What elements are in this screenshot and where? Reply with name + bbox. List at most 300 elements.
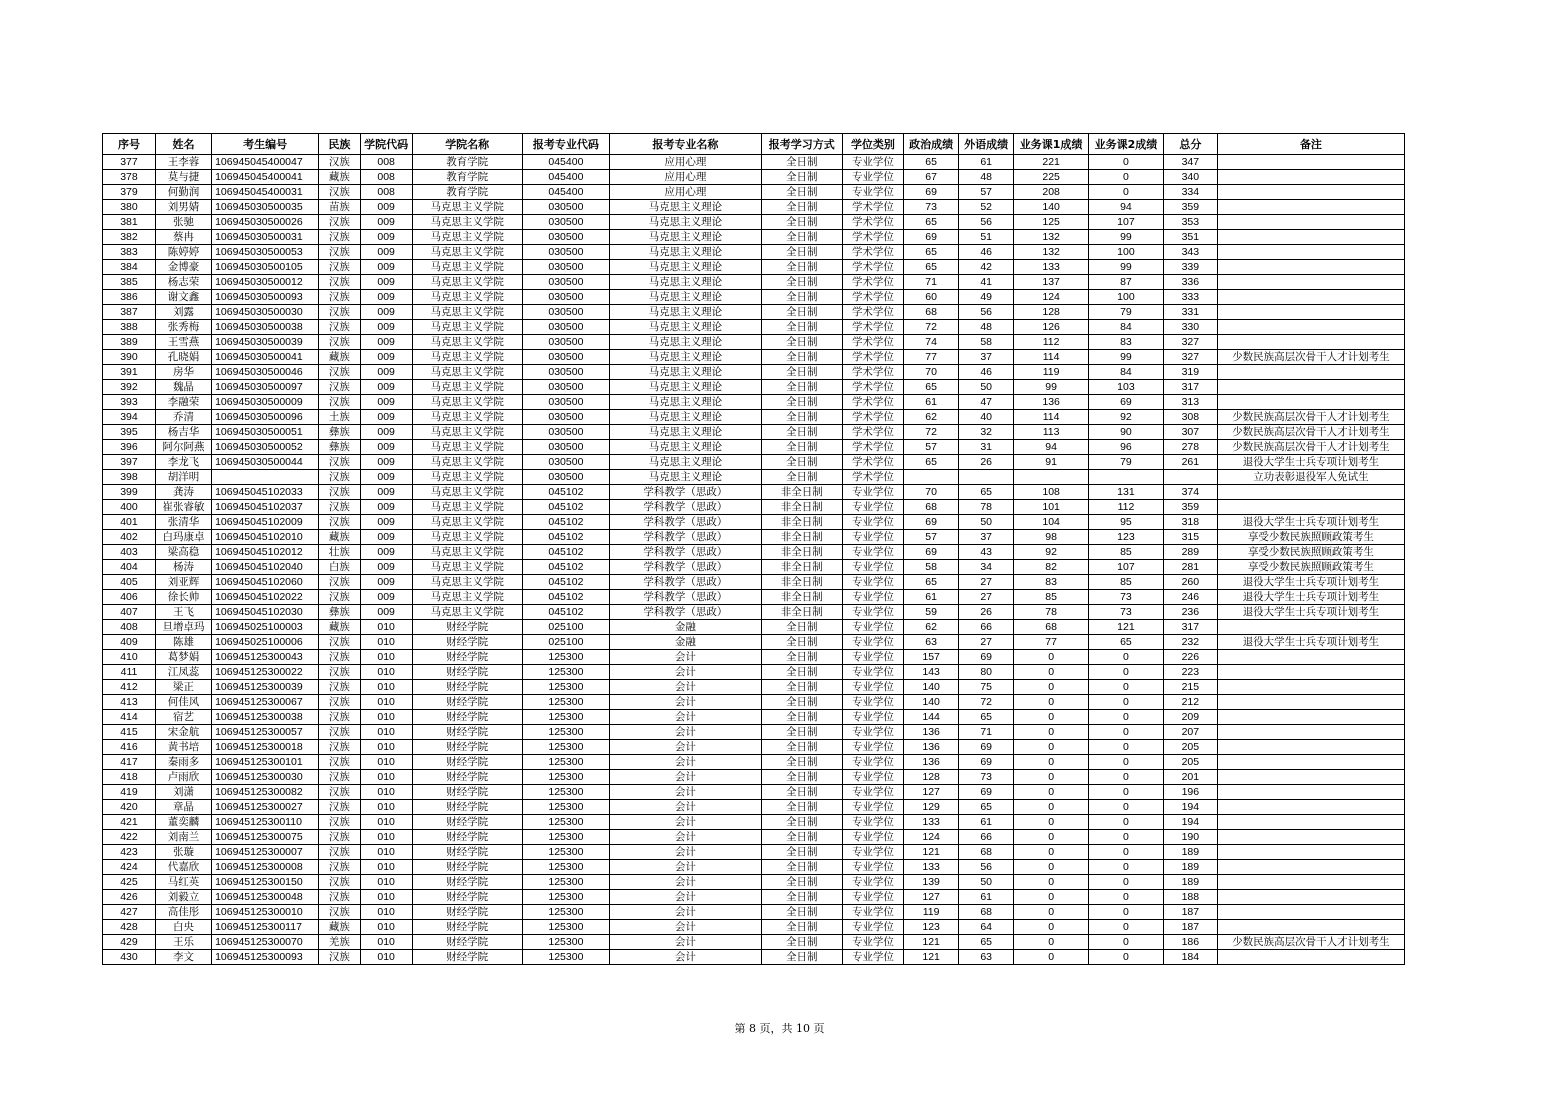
cell-total: 343 [1163, 245, 1217, 260]
cell-name: 刘亚辉 [155, 575, 211, 590]
header-col-total: 总分 [1163, 134, 1217, 155]
cell-total: 308 [1163, 410, 1217, 425]
cell-seq: 397 [103, 455, 156, 470]
cell-seq: 388 [103, 320, 156, 335]
cell-seq: 400 [103, 500, 156, 515]
cell-major-code: 125300 [522, 875, 609, 890]
cell-name: 崔张睿敏 [155, 500, 211, 515]
cell-subject2: 0 [1089, 740, 1164, 755]
cell-exam-id: 106945045102012 [212, 545, 319, 560]
cell-subject2: 131 [1089, 485, 1164, 500]
cell-study-mode: 非全日制 [761, 485, 842, 500]
cell-degree-type: 学术学位 [842, 230, 903, 245]
cell-college-code: 010 [360, 815, 412, 830]
cell-college-name: 马克思主义学院 [412, 530, 522, 545]
cell-degree-type: 专业学位 [842, 170, 903, 185]
cell-foreign-lang: 57 [959, 185, 1014, 200]
cell-remark [1217, 725, 1404, 740]
cell-ethnicity: 白族 [319, 560, 361, 575]
cell-major-code: 045102 [522, 500, 609, 515]
cell-foreign-lang: 80 [959, 665, 1014, 680]
cell-exam-id: 106945030500097 [212, 380, 319, 395]
cell-seq: 422 [103, 830, 156, 845]
cell-subject2: 0 [1089, 665, 1164, 680]
cell-foreign-lang: 49 [959, 290, 1014, 305]
cell-subject2: 0 [1089, 830, 1164, 845]
cell-politics: 65 [904, 260, 959, 275]
cell-college-code: 009 [360, 290, 412, 305]
cell-foreign-lang: 37 [959, 350, 1014, 365]
cell-name: 蔡冉 [155, 230, 211, 245]
cell-ethnicity: 汉族 [319, 155, 361, 170]
cell-major-name: 马克思主义理论 [610, 305, 762, 320]
cell-major-code: 045102 [522, 545, 609, 560]
cell-total: 351 [1163, 230, 1217, 245]
cell-degree-type: 学术学位 [842, 320, 903, 335]
cell-exam-id: 106945125300093 [212, 950, 319, 965]
header-col-remark: 备注 [1217, 134, 1404, 155]
cell-major-name: 应用心理 [610, 170, 762, 185]
cell-name: 张秀梅 [155, 320, 211, 335]
cell-exam-id: 106945125300057 [212, 725, 319, 740]
cell-college-code: 010 [360, 935, 412, 950]
table-row [103, 545, 1405, 560]
cell-foreign-lang: 75 [959, 680, 1014, 695]
cell-subject2: 123 [1089, 530, 1164, 545]
cell-remark [1217, 170, 1404, 185]
cell-foreign-lang [959, 470, 1014, 485]
header-col-exam-id: 考生编号 [212, 134, 319, 155]
cell-study-mode: 全日制 [761, 725, 842, 740]
cell-remark [1217, 260, 1404, 275]
cell-major-name: 学科教学（思政） [610, 545, 762, 560]
cell-seq: 395 [103, 425, 156, 440]
cell-major-name: 会计 [610, 830, 762, 845]
cell-politics: 119 [904, 905, 959, 920]
cell-subject1: 114 [1014, 350, 1089, 365]
cell-major-code: 030500 [522, 245, 609, 260]
cell-name: 张璇 [155, 845, 211, 860]
cell-total: 327 [1163, 350, 1217, 365]
cell-college-name: 马克思主义学院 [412, 590, 522, 605]
cell-name: 梁高稳 [155, 545, 211, 560]
cell-foreign-lang: 46 [959, 245, 1014, 260]
cell-study-mode: 全日制 [761, 650, 842, 665]
cell-study-mode: 全日制 [761, 155, 842, 170]
cell-subject1: 114 [1014, 410, 1089, 425]
cell-ethnicity: 彝族 [319, 425, 361, 440]
cell-seq: 428 [103, 920, 156, 935]
cell-major-name: 马克思主义理论 [610, 320, 762, 335]
cell-college-name: 马克思主义学院 [412, 605, 522, 620]
cell-remark: 少数民族高层次骨干人才计划考生 [1217, 440, 1404, 455]
cell-foreign-lang: 37 [959, 530, 1014, 545]
cell-exam-id: 106945030500046 [212, 365, 319, 380]
cell-subject1: 0 [1014, 830, 1089, 845]
cell-exam-id: 106945030500093 [212, 290, 319, 305]
table-row [103, 350, 1405, 365]
cell-subject1: 0 [1014, 950, 1089, 965]
cell-total: 196 [1163, 785, 1217, 800]
cell-ethnicity: 汉族 [319, 740, 361, 755]
cell-subject1: 104 [1014, 515, 1089, 530]
cell-name: 阿尔阿燕 [155, 440, 211, 455]
page-number: 第 8 页，共 10 页 [734, 1022, 825, 1035]
cell-politics: 59 [904, 605, 959, 620]
cell-subject1: 0 [1014, 800, 1089, 815]
cell-ethnicity: 汉族 [319, 785, 361, 800]
cell-subject2: 100 [1089, 290, 1164, 305]
cell-college-code: 008 [360, 170, 412, 185]
cell-subject2: 94 [1089, 200, 1164, 215]
cell-study-mode: 全日制 [761, 770, 842, 785]
cell-total: 281 [1163, 560, 1217, 575]
cell-college-code: 010 [360, 950, 412, 965]
cell-ethnicity: 汉族 [319, 500, 361, 515]
cell-total: 353 [1163, 215, 1217, 230]
cell-major-code: 125300 [522, 725, 609, 740]
cell-subject1: 221 [1014, 155, 1089, 170]
cell-subject2: 73 [1089, 605, 1164, 620]
cell-subject1: 137 [1014, 275, 1089, 290]
cell-ethnicity: 汉族 [319, 830, 361, 845]
cell-subject1: 0 [1014, 770, 1089, 785]
cell-study-mode: 全日制 [761, 230, 842, 245]
cell-foreign-lang: 26 [959, 455, 1014, 470]
cell-remark [1217, 500, 1404, 515]
cell-politics: 143 [904, 665, 959, 680]
cell-degree-type: 专业学位 [842, 875, 903, 890]
header-col-degree-type: 学位类别 [842, 134, 903, 155]
table-row [103, 320, 1405, 335]
table-row [103, 725, 1405, 740]
cell-politics: 140 [904, 680, 959, 695]
cell-subject2: 0 [1089, 755, 1164, 770]
cell-name: 王李蓉 [155, 155, 211, 170]
cell-major-name: 马克思主义理论 [610, 275, 762, 290]
table-row [103, 905, 1405, 920]
cell-exam-id: 106945030500052 [212, 440, 319, 455]
cell-major-code: 125300 [522, 935, 609, 950]
cell-degree-type: 专业学位 [842, 845, 903, 860]
cell-major-code: 030500 [522, 275, 609, 290]
cell-exam-id: 106945030500096 [212, 410, 319, 425]
cell-ethnicity: 汉族 [319, 470, 361, 485]
cell-degree-type: 专业学位 [842, 605, 903, 620]
cell-ethnicity: 汉族 [319, 860, 361, 875]
cell-major-code: 125300 [522, 695, 609, 710]
cell-subject2: 0 [1089, 770, 1164, 785]
cell-seq: 387 [103, 305, 156, 320]
cell-total: 209 [1163, 710, 1217, 725]
cell-subject1: 0 [1014, 695, 1089, 710]
header-row [103, 134, 1405, 155]
cell-subject1: 132 [1014, 230, 1089, 245]
cell-remark: 退役大学生士兵专项计划考生 [1217, 575, 1404, 590]
cell-name: 宋金航 [155, 725, 211, 740]
cell-ethnicity: 汉族 [319, 230, 361, 245]
cell-name: 白央 [155, 920, 211, 935]
cell-college-code: 009 [360, 245, 412, 260]
cell-politics: 133 [904, 860, 959, 875]
cell-seq: 393 [103, 395, 156, 410]
cell-subject1: 0 [1014, 845, 1089, 860]
cell-seq: 424 [103, 860, 156, 875]
cell-major-code: 125300 [522, 905, 609, 920]
cell-remark: 少数民族高层次骨干人才计划考生 [1217, 425, 1404, 440]
cell-degree-type: 学术学位 [842, 335, 903, 350]
cell-college-name: 财经学院 [412, 860, 522, 875]
cell-degree-type: 专业学位 [842, 680, 903, 695]
cell-college-code: 009 [360, 350, 412, 365]
cell-major-name: 马克思主义理论 [610, 335, 762, 350]
cell-ethnicity: 汉族 [319, 185, 361, 200]
cell-degree-type: 专业学位 [842, 515, 903, 530]
cell-subject1: 0 [1014, 665, 1089, 680]
cell-degree-type: 学术学位 [842, 395, 903, 410]
cell-ethnicity: 汉族 [319, 710, 361, 725]
cell-major-name: 马克思主义理论 [610, 455, 762, 470]
cell-study-mode: 全日制 [761, 395, 842, 410]
cell-seq: 381 [103, 215, 156, 230]
cell-total: 327 [1163, 335, 1217, 350]
cell-foreign-lang: 72 [959, 695, 1014, 710]
cell-name: 卢雨欣 [155, 770, 211, 785]
cell-remark [1217, 650, 1404, 665]
cell-seq: 416 [103, 740, 156, 755]
cell-name: 刘潇 [155, 785, 211, 800]
table-row [103, 170, 1405, 185]
cell-major-code: 125300 [522, 860, 609, 875]
cell-subject1: 112 [1014, 335, 1089, 350]
cell-study-mode: 全日制 [761, 950, 842, 965]
cell-college-name: 财经学院 [412, 950, 522, 965]
table-row [103, 200, 1405, 215]
cell-study-mode: 全日制 [761, 830, 842, 845]
cell-foreign-lang: 65 [959, 485, 1014, 500]
cell-subject2: 0 [1089, 155, 1164, 170]
cell-exam-id: 106945030500030 [212, 305, 319, 320]
cell-politics: 128 [904, 770, 959, 785]
cell-remark [1217, 830, 1404, 845]
cell-total: 340 [1163, 170, 1217, 185]
cell-seq: 406 [103, 590, 156, 605]
cell-subject1: 126 [1014, 320, 1089, 335]
cell-foreign-lang: 48 [959, 320, 1014, 335]
cell-subject2: 99 [1089, 350, 1164, 365]
cell-remark: 退役大学生士兵专项计划考生 [1217, 590, 1404, 605]
cell-college-name: 马克思主义学院 [412, 515, 522, 530]
cell-exam-id: 106945045102009 [212, 515, 319, 530]
cell-ethnicity: 汉族 [319, 395, 361, 410]
cell-major-name: 马克思主义理论 [610, 350, 762, 365]
cell-seq: 405 [103, 575, 156, 590]
table-row [103, 920, 1405, 935]
cell-college-name: 教育学院 [412, 185, 522, 200]
cell-politics: 157 [904, 650, 959, 665]
header-col-name: 姓名 [155, 134, 211, 155]
cell-exam-id: 106945125300022 [212, 665, 319, 680]
cell-degree-type: 专业学位 [842, 890, 903, 905]
cell-major-code: 125300 [522, 755, 609, 770]
cell-subject1: 113 [1014, 425, 1089, 440]
cell-seq: 391 [103, 365, 156, 380]
cell-major-name: 马克思主义理论 [610, 470, 762, 485]
cell-degree-type: 学术学位 [842, 455, 903, 470]
header-col-seq: 序号 [103, 134, 156, 155]
cell-foreign-lang: 47 [959, 395, 1014, 410]
cell-college-name: 财经学院 [412, 845, 522, 860]
cell-ethnicity: 汉族 [319, 575, 361, 590]
cell-study-mode: 全日制 [761, 425, 842, 440]
cell-exam-id [212, 470, 319, 485]
header-col-college-code: 学院代码 [360, 134, 412, 155]
cell-total: 190 [1163, 830, 1217, 845]
cell-study-mode: 非全日制 [761, 545, 842, 560]
cell-total: 261 [1163, 455, 1217, 470]
table-row [103, 365, 1405, 380]
cell-name: 刘露 [155, 305, 211, 320]
cell-major-name: 会计 [610, 815, 762, 830]
cell-college-code: 010 [360, 650, 412, 665]
cell-politics: 72 [904, 320, 959, 335]
cell-remark [1217, 320, 1404, 335]
cell-major-code: 030500 [522, 395, 609, 410]
cell-degree-type: 专业学位 [842, 860, 903, 875]
cell-study-mode: 非全日制 [761, 605, 842, 620]
cell-subject2: 0 [1089, 890, 1164, 905]
cell-name: 徐长帅 [155, 590, 211, 605]
cell-total: 331 [1163, 305, 1217, 320]
cell-total: 317 [1163, 380, 1217, 395]
cell-major-name: 金融 [610, 635, 762, 650]
cell-college-code: 009 [360, 215, 412, 230]
cell-major-code: 125300 [522, 890, 609, 905]
cell-politics: 136 [904, 755, 959, 770]
cell-politics: 124 [904, 830, 959, 845]
cell-exam-id: 106945030500026 [212, 215, 319, 230]
cell-major-name: 会计 [610, 935, 762, 950]
cell-subject2: 0 [1089, 935, 1164, 950]
cell-college-code: 008 [360, 185, 412, 200]
cell-seq: 403 [103, 545, 156, 560]
cell-remark: 少数民族高层次骨干人才计划考生 [1217, 350, 1404, 365]
cell-degree-type: 学术学位 [842, 425, 903, 440]
cell-college-code: 009 [360, 335, 412, 350]
cell-foreign-lang: 32 [959, 425, 1014, 440]
table-row [103, 785, 1405, 800]
cell-exam-id: 106945125300007 [212, 845, 319, 860]
cell-study-mode: 全日制 [761, 785, 842, 800]
cell-foreign-lang: 71 [959, 725, 1014, 740]
cell-exam-id: 106945125300030 [212, 770, 319, 785]
cell-subject2: 79 [1089, 455, 1164, 470]
cell-exam-id: 106945030500038 [212, 320, 319, 335]
cell-study-mode: 全日制 [761, 215, 842, 230]
cell-major-code: 030500 [522, 260, 609, 275]
cell-foreign-lang: 78 [959, 500, 1014, 515]
cell-exam-id: 106945030500031 [212, 230, 319, 245]
cell-college-code: 010 [360, 770, 412, 785]
cell-subject2: 69 [1089, 395, 1164, 410]
cell-college-code: 009 [360, 455, 412, 470]
cell-major-code: 125300 [522, 740, 609, 755]
cell-subject2: 0 [1089, 800, 1164, 815]
cell-ethnicity: 藏族 [319, 530, 361, 545]
cell-degree-type: 专业学位 [842, 785, 903, 800]
cell-major-code: 030500 [522, 200, 609, 215]
cell-college-code: 010 [360, 785, 412, 800]
cell-ethnicity: 羌族 [319, 935, 361, 950]
cell-college-name: 教育学院 [412, 170, 522, 185]
cell-college-name: 马克思主义学院 [412, 455, 522, 470]
cell-exam-id: 106945125300070 [212, 935, 319, 950]
cell-major-name: 马克思主义理论 [610, 365, 762, 380]
cell-remark [1217, 305, 1404, 320]
cell-ethnicity: 彝族 [319, 605, 361, 620]
score-table [102, 133, 1405, 965]
cell-college-code: 009 [360, 530, 412, 545]
cell-major-name: 会计 [610, 680, 762, 695]
cell-politics: 73 [904, 200, 959, 215]
cell-politics: 61 [904, 590, 959, 605]
cell-foreign-lang: 56 [959, 215, 1014, 230]
cell-politics: 65 [904, 215, 959, 230]
cell-ethnicity: 汉族 [319, 770, 361, 785]
cell-degree-type: 学术学位 [842, 365, 903, 380]
cell-seq: 411 [103, 665, 156, 680]
cell-subject1: 0 [1014, 740, 1089, 755]
cell-college-code: 009 [360, 380, 412, 395]
cell-subject1: 83 [1014, 575, 1089, 590]
cell-subject2: 99 [1089, 230, 1164, 245]
table-row [103, 755, 1405, 770]
cell-subject1: 132 [1014, 245, 1089, 260]
cell-degree-type: 专业学位 [842, 650, 903, 665]
cell-major-code: 030500 [522, 230, 609, 245]
table-row [103, 860, 1405, 875]
cell-total: 207 [1163, 725, 1217, 740]
cell-remark [1217, 695, 1404, 710]
cell-name: 陈雄 [155, 635, 211, 650]
cell-remark [1217, 620, 1404, 635]
cell-total: 194 [1163, 800, 1217, 815]
cell-college-code: 009 [360, 440, 412, 455]
cell-study-mode: 非全日制 [761, 515, 842, 530]
cell-remark [1217, 920, 1404, 935]
cell-subject2: 95 [1089, 515, 1164, 530]
cell-study-mode: 非全日制 [761, 500, 842, 515]
cell-remark [1217, 365, 1404, 380]
cell-subject1: 108 [1014, 485, 1089, 500]
cell-college-code: 010 [360, 830, 412, 845]
cell-study-mode: 非全日制 [761, 590, 842, 605]
cell-college-code: 009 [360, 485, 412, 500]
cell-total: 278 [1163, 440, 1217, 455]
cell-foreign-lang: 43 [959, 545, 1014, 560]
cell-college-code: 009 [360, 305, 412, 320]
cell-subject2: 79 [1089, 305, 1164, 320]
cell-college-name: 马克思主义学院 [412, 290, 522, 305]
cell-politics: 127 [904, 890, 959, 905]
table-row [103, 380, 1405, 395]
cell-seq: 415 [103, 725, 156, 740]
cell-foreign-lang: 65 [959, 710, 1014, 725]
cell-exam-id: 106945125300027 [212, 800, 319, 815]
cell-name: 宿艺 [155, 710, 211, 725]
cell-ethnicity: 汉族 [319, 260, 361, 275]
cell-foreign-lang: 26 [959, 605, 1014, 620]
